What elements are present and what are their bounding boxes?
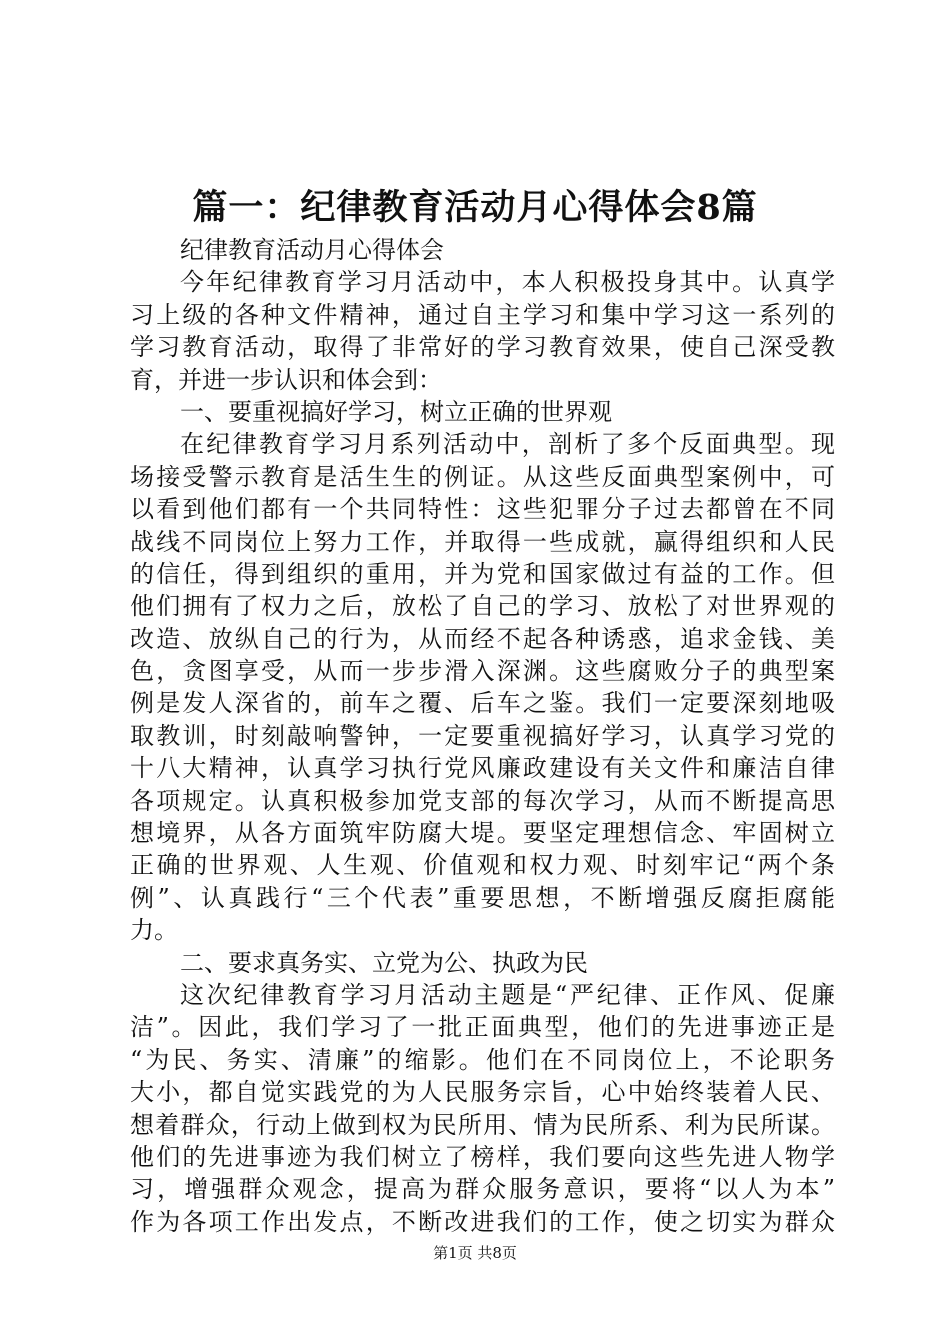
page-footer: 第1页 共8页	[433, 1244, 517, 1262]
subtitle-line: 纪律教育活动月心得体会	[180, 236, 444, 264]
paragraph-line: 战线不同岗位上努力工作，并取得一些成就，赢得组织和人民	[130, 527, 835, 556]
paragraph-line: 场接受警示教育是活生生的例证。从这些反面典型案例中，可	[130, 462, 835, 491]
paragraph-line: 例”、认真践行“三个代表”重要思想，不断增强反腐拒腐能	[130, 883, 835, 912]
paragraph-line: 例是发人深省的，前车之覆、后车之鉴。我们一定要深刻地吸	[130, 689, 835, 718]
paragraph-line: 以看到他们都有一个共同特性：这些犯罪分子过去都曾在不同	[130, 495, 835, 524]
paragraph-line: “为民、务实、清廉”的缩影。他们在不同岗位上，不论职务	[130, 1045, 835, 1074]
paragraph-line: 想着群众，行动上做到权为民所用、情为民所系、利为民所谋。	[130, 1110, 835, 1139]
paragraph-line: 色，贪图享受，从而一步步滑入深渊。这些腐败分子的典型案	[130, 657, 835, 686]
paragraph-line: 习，增强群众观念，提高为群众服务意识，要将“以人为本”	[130, 1175, 835, 1204]
document-body	[130, 234, 835, 1238]
paragraph-line: 取教训，时刻敲响警钟，一定要重视搞好学习，认真学习党的	[130, 721, 835, 750]
paragraph-line: 的信任，得到组织的重用，并为党和国家做过有益的工作。但	[130, 559, 835, 588]
paragraph-line: 今年纪律教育学习月活动中，本人积极投身其中。认真学	[180, 268, 835, 297]
paragraph-line: 这次纪律教育学习月活动主题是“严纪律、正作风、促廉	[180, 980, 835, 1009]
paragraph-line: 大小，都自觉实践党的为人民服务宗旨，心中始终装着人民、	[130, 1078, 835, 1107]
paragraph-line: 育，并进一步认识和体会到：	[130, 365, 442, 394]
paragraph-line: 想境界，从各方面筑牢防腐大堤。要坚定理想信念、牢固树立	[130, 819, 835, 848]
paragraph-line: 十八大精神，认真学习执行党风廉政建设有关文件和廉洁自律	[130, 754, 835, 783]
paragraph-line: 正确的世界观、人生观、价值观和权力观、时刻牢记“两个条	[130, 851, 835, 880]
section-heading: 二、要求真务实、立党为公、执政为民	[180, 948, 588, 977]
paragraph-line: 各项规定。认真积极参加党支部的每次学习，从而不断提高思	[130, 786, 835, 815]
paragraph-line: 作为各项工作出发点，不断改进我们的工作，使之切实为群众	[130, 1207, 835, 1236]
section-heading: 一、要重视搞好学习，树立正确的世界观	[180, 397, 612, 426]
paragraph-line: 在纪律教育学习月系列活动中，剖析了多个反面典型。现	[180, 430, 835, 459]
paragraph-line: 他们的先进事迹为我们树立了榜样，我们要向这些先进人物学	[130, 1142, 835, 1171]
paragraph-line: 洁”。因此，我们学习了一批正面典型，他们的先进事迹正是	[130, 1013, 835, 1042]
paragraph-line: 他们拥有了权力之后，放松了自己的学习、放松了对世界观的	[130, 592, 835, 621]
document-title: 篇一：纪律教育活动月心得体会8篇	[192, 187, 758, 228]
paragraph-line: 力。	[130, 916, 178, 945]
paragraph-line: 习上级的各种文件精神，通过自主学习和集中学习这一系列的	[130, 300, 835, 329]
paragraph-line: 改造、放纵自己的行为，从而经不起各种诱惑，追求金钱、美	[130, 624, 835, 653]
paragraph-line: 学习教育活动，取得了非常好的学习教育效果，使自己深受教	[130, 333, 835, 362]
